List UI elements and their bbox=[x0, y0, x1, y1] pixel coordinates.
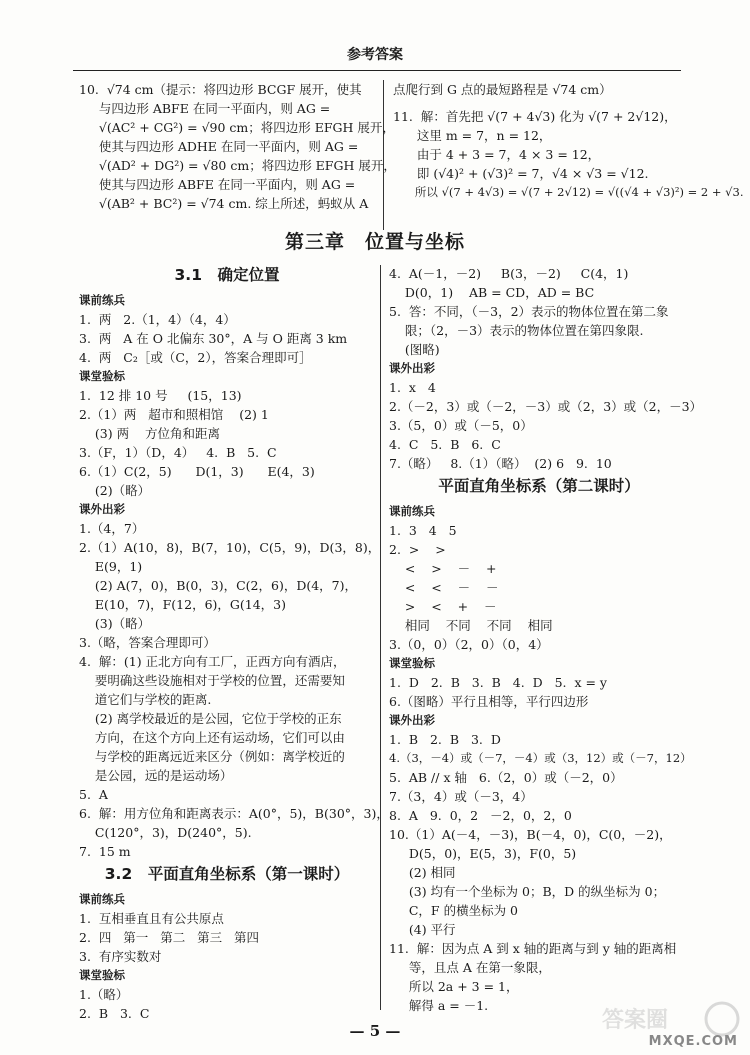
text-line: 6.（1）C(2，5) D(1，3) E(4，3) bbox=[79, 464, 315, 479]
text-line: (图略) bbox=[389, 342, 440, 357]
text-line: 4.（3，－4）或（－7，－4）或（3，12）或（－7，12） bbox=[389, 751, 692, 765]
text-line: 11. 解：因为点 A 到 x 轴的距离与到 y 轴的距离相 bbox=[389, 941, 677, 956]
text-line: 与四边形 ABFE 在同一平面内，则 AG = bbox=[79, 101, 331, 116]
text-line: 10. √74 cm（提示：将四边形 BCGF 展开，使其 bbox=[79, 82, 362, 97]
subsection-heading: 课前练兵 bbox=[79, 892, 125, 906]
text-line: 5. AB // x 轴 6.（2，0）或（－2，0） bbox=[389, 770, 623, 785]
text-line: 解得 a = －1. bbox=[389, 998, 489, 1013]
text-line: 1.（略） bbox=[79, 987, 129, 1002]
text-line: 点爬行到 G 点的最短路程是 √74 cm） bbox=[393, 82, 612, 97]
left-column bbox=[79, 262, 389, 1023]
section-title: 3.1 确定位置 bbox=[174, 266, 280, 284]
subsection-heading: 课堂验标 bbox=[79, 968, 125, 982]
subsection-heading: 课堂验标 bbox=[389, 656, 435, 670]
text-line: 5. A bbox=[79, 787, 108, 802]
page-header bbox=[0, 0, 750, 76]
watermark-text: MXQE.COM bbox=[648, 1034, 738, 1049]
text-line: 3.（F，1）（D，4） 4. B 5. C bbox=[79, 445, 277, 460]
text-line: 方向，在这个方向上还有运动场，它们可以由 bbox=[79, 730, 345, 745]
text-line: 2. 四 第一 第二 第三 第四 bbox=[79, 930, 260, 945]
text-line: 2. B 3. C bbox=[79, 1006, 150, 1021]
subsection-heading: 课外出彩 bbox=[79, 502, 125, 516]
text-line: < < － － bbox=[389, 580, 499, 595]
text-line: < > － + bbox=[389, 561, 497, 576]
text-line: 1. x 4 bbox=[389, 380, 436, 395]
text-line: √(AC² + CG²) = √90 cm；将四边形 EFGH 展开， bbox=[79, 120, 395, 135]
text-line: 1.（4，7） bbox=[79, 521, 145, 536]
text-line: 道它们与学校的距离. bbox=[79, 692, 212, 707]
text-line: (2) 离学校最近的是公园，它位于学校的正东 bbox=[79, 711, 342, 726]
text-line: 2.（1）A(10，8)，B(7，10)，C(5，9)，D(3，8)， bbox=[79, 540, 381, 555]
section-title: 平面直角坐标系（第二课时） bbox=[438, 477, 640, 495]
text-line: (2)（略） bbox=[79, 483, 151, 498]
text-line: 1. D 2. B 3. B 4. D 5. x = y bbox=[389, 675, 607, 690]
subsection-heading: 课前练兵 bbox=[79, 293, 125, 307]
header-rule bbox=[73, 70, 681, 71]
text-line: 3.（略，答案合理即可） bbox=[79, 635, 216, 650]
text-line: 4. 解：(1) 正北方向有工厂，正西方向有酒店， bbox=[79, 654, 346, 669]
text-line: 1. 互相垂直且有公共原点 bbox=[79, 911, 224, 926]
text-line: 使其与四边形 ABFE 在同一平面内，则 AG = bbox=[79, 177, 356, 192]
text-line: D(0，1) AB = CD，AD = BC bbox=[389, 285, 595, 300]
right-column bbox=[389, 264, 703, 1015]
text-line: √(AB² + BC²) = √74 cm. 综上所述，蚂蚁从 A bbox=[79, 196, 369, 211]
text-line: 4. C 5. B 6. C bbox=[389, 437, 501, 452]
text-line: (2) 相同 bbox=[389, 865, 456, 880]
text-line: C(120°，3)，D(240°，5). bbox=[79, 825, 252, 840]
top-left-column bbox=[79, 80, 396, 213]
text-line: 所以 2a + 3 = 1， bbox=[389, 979, 519, 994]
text-line: 5. 答：不同，（－3，2）表示的物体位置在第二象 bbox=[389, 304, 669, 319]
text-line: 要明确这些设施相对于学校的位置，还需要知 bbox=[79, 673, 345, 688]
text-line: 等，且点 A 在第一象限， bbox=[389, 960, 551, 975]
text-line: 1. 3 4 5 bbox=[389, 523, 457, 538]
text-line: E(10，7)，F(12，6)，G(14，3) bbox=[79, 597, 287, 612]
top-right-column bbox=[393, 80, 744, 202]
text-line: 8. A 9. 0，2 －2，0，2，0 bbox=[389, 808, 572, 823]
subsection-heading: 课外出彩 bbox=[389, 713, 435, 727]
text-line: 2.（－2，3）或（－2，－3）或（2，3）或（2，－3） bbox=[389, 399, 703, 414]
text-line: D(5，0)，E(5，3)，F(0，5) bbox=[389, 846, 577, 861]
text-line: 所以 √(7 + 4√3) = √(7 + 2√12) = √((√4 + √3)²) = 2 + √3. bbox=[393, 185, 744, 199]
text-line: (2) A(7，0)，B(0，3)，C(2，6)，D(4，7)， bbox=[79, 578, 358, 593]
subsection-heading: 课外出彩 bbox=[389, 361, 435, 375]
text-line: 7.（略） 8.（1）（略） (2) 6 9. 10 bbox=[389, 456, 612, 471]
section-title: 3.2 平面直角坐标系（第一课时） bbox=[104, 865, 350, 883]
column-divider-top bbox=[383, 80, 384, 230]
text-line: 相同 不同 不同 相同 bbox=[389, 618, 553, 633]
text-line: 即 (√4)² + (√3)² = 7，√4 × √3 = √12. bbox=[393, 166, 649, 181]
text-line: (3) 均有一个坐标为 0；B，D 的纵坐标为 0； bbox=[389, 884, 666, 899]
chapter-title: 第三章 位置与坐标 bbox=[284, 231, 465, 253]
text-line: (3) 两 方位角和距离 bbox=[79, 426, 220, 441]
text-line: 10.（1）A(－4，－3)，B(－4，0)，C(0，－2)， bbox=[389, 827, 672, 842]
subsection-heading: 课前练兵 bbox=[389, 504, 435, 518]
text-line: E(9，1) bbox=[79, 559, 143, 574]
text-line: 是公园，远的是运动场） bbox=[79, 768, 233, 783]
text-line: 由于 4 + 3 = 7，4 × 3 = 12， bbox=[393, 147, 601, 162]
text-line: 限；（2，－3）表示的物体位置在第四象限. bbox=[389, 323, 644, 338]
text-line: 4. 两 C₂［或（C，2），答案合理即可］ bbox=[79, 350, 312, 365]
text-line: 6. 解：用方位角和距离表示：A(0°，5)，B(30°，3)， bbox=[79, 806, 389, 821]
text-line: √(AD² + DG²) = √80 cm；将四边形 EFGH 展开， bbox=[79, 158, 396, 173]
text-line: (3)（略） bbox=[79, 616, 151, 631]
text-line: > < + － bbox=[389, 599, 497, 614]
page-number: — 5 — bbox=[349, 1022, 401, 1040]
text-line: 这里 m = 7，n = 12， bbox=[393, 128, 552, 143]
text-line: 与学校的距离远近来区分（例如：离学校近的 bbox=[79, 749, 345, 764]
text-line: 1. B 2. B 3. D bbox=[389, 732, 501, 747]
text-line: 11. 解：首先把 √(7 + 4√3) 化为 √(7 + 2√12)， bbox=[393, 109, 677, 124]
text-line: (4) 平行 bbox=[389, 922, 456, 937]
text-line: 3. 两 A 在 O 北偏东 30°，A 与 O 距离 3 km bbox=[79, 331, 348, 346]
text-line: 3.（0，0）（2，0）（0，4） bbox=[389, 637, 549, 652]
text-line: 1. 两 2.（1，4）（4，4） bbox=[79, 312, 236, 327]
text-line: 3.（5，0）或（－5，0） bbox=[389, 418, 533, 433]
subsection-heading: 课堂验标 bbox=[79, 369, 125, 383]
header-title: 参考答案 bbox=[347, 47, 403, 63]
text-line: C，F 的横坐标为 0 bbox=[389, 903, 519, 918]
text-line: 2. > > bbox=[389, 542, 446, 557]
text-line: 7.（3，4）或（－3，4） bbox=[389, 789, 533, 804]
text-line: 使其与四边形 ADHE 在同一平面内，则 AG = bbox=[79, 139, 359, 154]
text-line: 2.（1）两 超市和照相馆 (2) 1 bbox=[79, 407, 269, 422]
text-line: 7. 15 m bbox=[79, 844, 131, 859]
watermark-logo-text: 答案圈 bbox=[602, 1008, 669, 1033]
text-line: 6.（图略）平行且相等，平行四边形 bbox=[389, 694, 589, 709]
text-line: 3. 有序实数对 bbox=[79, 949, 162, 964]
text-line: 1. 12 排 10 号 (15，13) bbox=[79, 388, 242, 403]
text-line: 4. A(－1，－2) B(3，－2) C(4，1) bbox=[389, 266, 629, 281]
column-divider-main bbox=[380, 265, 381, 1010]
